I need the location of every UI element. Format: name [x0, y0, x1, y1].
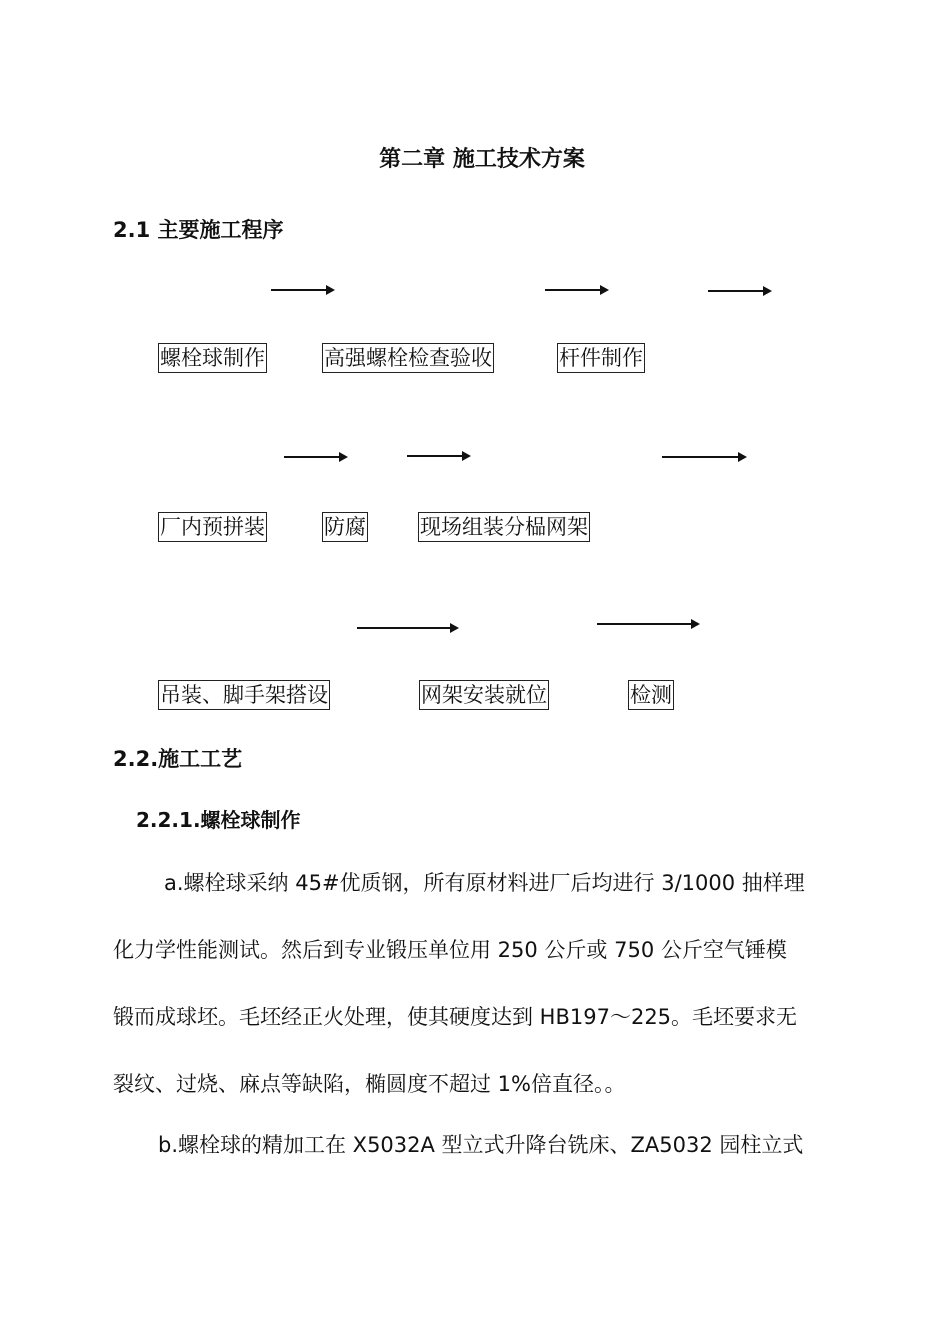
section-2-2-1-heading: 2.2.1.螺栓球制作: [136, 808, 301, 832]
flow-step-anticorrosion: 防腐: [322, 512, 368, 542]
paragraph-line: a.螺栓球采纳 45#优质钢，所有原材料进厂后均进行 3/1000 抽样理: [164, 871, 805, 895]
paragraph-line: 化力学性能测试。然后到专业锻压单位用 250 公斤或 750 公斤空气锤模: [113, 938, 787, 962]
flow-step-inspection: 检测: [628, 680, 674, 710]
flow-arrow: [357, 627, 451, 629]
chapter-title: 第二章 施工技术方案: [379, 147, 585, 172]
flow-arrow: [407, 455, 463, 457]
flow-step-preassembly: 厂内预拼装: [158, 512, 267, 542]
flow-step-hoisting-scaffold: 吊装、脚手架搭设: [158, 680, 330, 710]
flow-step-rod-making: 杆件制作: [557, 343, 645, 373]
flow-step-bolt-inspection: 高强螺栓检查验收: [322, 343, 494, 373]
paragraph-line: 裂纹、过烧、麻点等缺陷，椭圆度不超过 1%倍直径。。: [113, 1072, 626, 1096]
flow-arrow: [271, 289, 327, 291]
flow-arrow: [597, 623, 692, 625]
flow-arrow: [284, 456, 340, 458]
flow-arrow: [545, 289, 601, 291]
paragraph-line: b.螺栓球的精加工在 X5032A 型立式升降台铣床、ZA5032 园柱立式: [158, 1133, 804, 1157]
flow-step-bolt-ball: 螺栓球制作: [158, 343, 267, 373]
flow-step-site-assembly: 现场组装分榀网架: [418, 512, 590, 542]
paragraph-line: 锻而成球坯。毛坯经正火处理，使其硬度达到 HB197～225。毛坯要求无: [113, 1005, 798, 1029]
flow-step-grid-installation: 网架安装就位: [419, 680, 549, 710]
section-2-2-heading: 2.2.施工工艺: [113, 747, 243, 771]
section-2-1-heading: 2.1 主要施工程序: [113, 218, 284, 242]
flow-arrow: [708, 290, 764, 292]
flow-arrow: [662, 456, 739, 458]
